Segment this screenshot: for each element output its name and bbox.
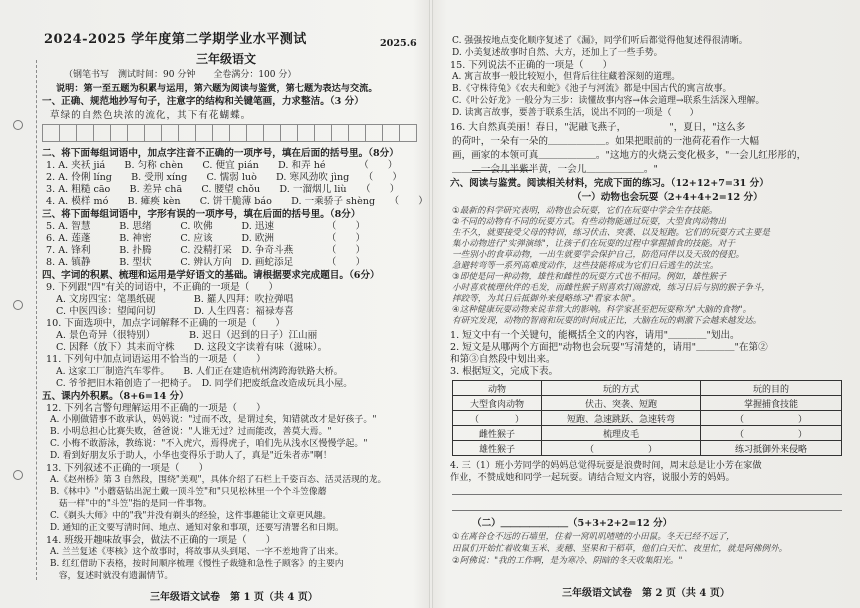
page-2: [432, 0, 860, 608]
binding-gutter: [10, 60, 37, 580]
reading-1-para: 集小动物进行"实弹演练"，让孩子们在玩耍的过程中掌握捕食的技能。对于: [452, 239, 735, 249]
question-10-options-ab: A. 景色奇异（很特别） B. 迟日（迟到的日子）江山丽: [56, 330, 318, 341]
writing-grid-cell[interactable]: [161, 124, 179, 142]
table-cell: 大型食肉动物: [453, 396, 542, 411]
table-row: [453, 441, 842, 456]
reading-1-para: ②不同的动物有不同的玩耍方式。有些动物能通过玩耍，大型食肉动物出: [452, 217, 727, 227]
writing-grid-cell[interactable]: [263, 124, 281, 142]
copy-writing-grid[interactable]: [42, 124, 422, 142]
question-16: 16. 大自然真美丽！春日，"泥融飞燕子， "，夏日，"这么多: [450, 122, 746, 133]
exam-date: 2025.6: [380, 38, 417, 49]
writing-grid-cell[interactable]: [297, 124, 315, 142]
question-14-option-b: B. 红红借助下表格，按时间顺序梳理《慢性子裁缝和急性子顾客》的主要内: [50, 559, 344, 569]
reading-1-para: ④这种健康玩耍动物来说非常大的影响。科学家甚至把玩耍称为"大脑的食物"。: [452, 305, 752, 315]
table-row: [453, 426, 842, 441]
reading-1-title: （一）动物也会玩耍（2+4+4+2=12 分）: [572, 192, 763, 203]
writing-grid-cell[interactable]: [280, 124, 298, 142]
reading-question-2: 2. 短文是从哪两个方面把"动物也会玩耍"写清楚的，请用"＿＿＿＿"在第②: [450, 342, 768, 353]
question-10: 10. 下面选项中，加点字词解释不正确的一项是（ ）: [46, 318, 285, 329]
reading-question-4: 4. 三（1）班小芳同学的妈妈总觉得玩耍是浪费时间，周末总是让小芳在家做: [450, 460, 762, 471]
table-cell: 雌性猴子: [453, 426, 542, 441]
question-15-option-a: A. 寓言故事一般比较短小，但背后往往藏着深刻的道理。: [452, 72, 681, 82]
binding-hole: [13, 120, 23, 130]
table-cell: 练习抵御外来侵略: [701, 441, 842, 456]
section-5-heading: 五、课内外积累。（8+6=14 分）: [42, 391, 189, 402]
question-9: 9. 下列跟"四"有关的词语中，不正确的一项是（ ）: [46, 282, 279, 293]
reading-1-para: ③即使是同一种动物，雄性和雌性的玩耍方式也不相同。例如，雄性猴子: [452, 272, 727, 282]
reading-2-para: 田鼠们开始忙着收集玉米、麦穗、坚果和干稻草，他们白天忙、夜里忙，就是阿佛例外。: [452, 544, 788, 554]
question-13-option-b-cont: 菇一样"中的"斗笠"指的是同一件事物。: [50, 499, 212, 509]
question-9-options-ab: A. 文房四宝：笔墨纸砚 B. 羅人四拜：吹拉弹唱: [56, 294, 294, 305]
table-cell-blank[interactable]: （ ）: [701, 411, 842, 426]
reading-question-3: 3. 根据短文，完成下表。: [450, 366, 559, 377]
glyph-row-6: 6. A. 莲蓬 B. 神密 C. 应该 D. 欧洲 （ ）: [46, 233, 366, 244]
question-12-option-c: C. 小梅不敢游泳，教练说："不入虎穴，焉得虎子，咱们先从浅水区慢慢学起。": [50, 439, 368, 449]
writing-grid-cell[interactable]: [93, 124, 111, 142]
glyph-row-5: 5. A. 智慧 B. 思绪 C. 吹佛 D. 迅速 （ ）: [46, 221, 366, 232]
question-14-option-d: D. 小美复述故事时自然、大方，还加上了一些手势。: [452, 48, 663, 58]
table-cell: 梳理皮毛: [542, 426, 701, 441]
writing-grid-cell[interactable]: [382, 124, 400, 142]
writing-grid-cell[interactable]: [365, 124, 383, 142]
question-15-option-c: C.《叶公好龙》一般分为三步：读懂故事内容→体会道理→联系生活深入理解。: [452, 96, 765, 106]
exam-note: 说明：第一至五题为积累与运用，第六题为阅读与鉴赏，第七题为表达与交流。: [56, 83, 378, 94]
question-13: 13. 下列叙述不正确的一项是（ ）: [46, 463, 209, 474]
writing-grid-cell[interactable]: [212, 124, 230, 142]
reading-1-para: 一些别小的食草动物，一出生就要学会保护自己，防范同伴以及天敌的侵犯。: [452, 250, 745, 260]
writing-grid-cell[interactable]: [42, 124, 60, 142]
table-cell: 短跑、急速跳跃、急速转弯: [542, 411, 701, 426]
question-12-option-d: D. 看到好朋友乐于助人，小华也变得乐于助人了，真是"近朱者赤"啊！: [50, 451, 332, 461]
page-2-footer: 三年级语文试卷 第 2 页（共 4 页）: [562, 588, 730, 599]
question-13-option-d: D. 通知的正文要写清时间、地点、通知对象和事项，还要写清署名和日期。: [50, 523, 344, 533]
writing-grid-cell[interactable]: [348, 124, 366, 142]
section-4-heading: 四、字词的积累、梳理和运用是学好语文的基础。请根据要求完成题目。（6分）: [42, 270, 380, 281]
exam-title: 2024-2025 学年度第二学期学业水平测试: [44, 32, 307, 47]
table-cell-blank[interactable]: （ ）: [542, 441, 701, 456]
writing-grid-cell[interactable]: [127, 124, 145, 142]
question-14-option-b-cont: 容，复述时就没有遗漏情节。: [50, 571, 174, 581]
section-2-heading: 二、将下面每组词语中，加点字注音不正确的一项序号，填在后面的括号里。（8分）: [42, 148, 399, 159]
question-16-line-2: 的荷叶，一朵有一朵的＿＿＿＿＿＿。如果把眼前的一池荷花看作一大幅: [452, 136, 759, 147]
reading-question-1: 1. 短文中有一个关键句，能概括全文的内容，请用"＿＿＿＿"划出。: [450, 330, 740, 341]
glyph-row-8: 8. A. 镇静 B. 型状 C. 辨认方向 D. 画蛇添足 （ ）: [46, 257, 366, 268]
section-6-heading: 六、阅读与鉴赏。阅读相关材料，完成下面的练习。（12+12+7=31 分）: [450, 178, 769, 189]
question-10-options-cd: C. 因释（放下）其耒而守株 D. 这段文字读着有味（滋味）。: [56, 342, 328, 353]
question-14-option-a: A. 兰兰复述《枣核》这个故事时，将故事从头到尾、一字不差地背了出来。: [50, 547, 344, 557]
question-11-options-cd: C. 爷爷把旧木箱创造了一把椅子。 D. 同学们把废纸盒改造成玩具小屋。: [56, 378, 353, 389]
writing-grid-cell[interactable]: [246, 124, 264, 142]
exam-meta: （钢笔书写 测试时间：90 分钟 全卷满分：100 分）: [64, 70, 297, 80]
section-1-heading: 一、正确、规范地抄写句子，注意字的结构和关键笔画，力求整洁。（3 分）: [42, 96, 364, 107]
pinyin-row-2: 2. A. 伶俐 líng B. 受刑 xíng C. 懦弱 luò D. 寒风劲吹 jìng （ ）: [46, 172, 403, 183]
reading-question-4-cont: 作业，不赞成她和同学一起玩耍。请结合短文内容，说服小芳的妈妈。: [450, 472, 735, 483]
question-14-option-c: C. 强强按地点变化顺序复述了《漏》，同学们听后都觉得他复述得很清晰。: [452, 36, 748, 46]
pinyin-row-3: 3. A. 粗糙 cāo B. 差异 chā C. 腰望 chǒu D. 一溜烟儿 liù （ ）: [46, 184, 400, 195]
writing-grid-cell[interactable]: [399, 124, 417, 142]
writing-grid-cell[interactable]: [59, 124, 77, 142]
table-cell: 伏击、突袭、短跑: [542, 396, 701, 411]
writing-grid-cell[interactable]: [110, 124, 128, 142]
exam-subject: 三年级语文: [196, 52, 257, 66]
question-11-options-ab: A. 这家工厂制造汽车零件。 B. 人们正在建造杭州湾跨海铁路大桥。: [56, 366, 343, 377]
answer-blank[interactable]: [472, 160, 532, 171]
question-15-option-d: D. 读寓言故事，要善于联系生活，说出不同的一项是（ ）: [452, 108, 699, 118]
glyph-row-7: 7. A. 锋利 B. 扑腾 C. 没精打采 D. 争奇斗燕 （ ）: [46, 245, 366, 256]
table-row: [453, 396, 842, 411]
section-3-heading: 三、将下面每组词语中，字形有误的一项序号，填在后面的括号里。（8分）: [42, 209, 361, 220]
writing-grid-cell[interactable]: [314, 124, 332, 142]
question-15: 15. 下列说法不正确的一项是（ ）: [450, 60, 613, 71]
question-13-option-b: B.《林中》"小蘑菇钻出泥土戴一顶斗笠"和"只见松林里一个个斗笠像蘑: [50, 487, 327, 497]
reading-2-title: （二）＿＿＿＿＿＿＿（5+3+2+2=12 分）: [472, 518, 673, 529]
binding-hole: [13, 300, 23, 310]
copy-sentence: 草绿的自然色块浓的流化，其下有花蝴蝶。: [50, 110, 252, 121]
question-13-option-a: A.《赵州桥》第 3 自然段，围绕"美观"，具体介绍了石栏上千姿百态、活灵活现的龙。: [50, 475, 387, 485]
table-cell-blank[interactable]: （ ）: [453, 411, 542, 426]
reading-1-para: 生不久，就要接受父母的特训，练习伏击、突袭、以及短跑。它们的玩耍方式主要是: [452, 228, 770, 238]
writing-grid-cell[interactable]: [195, 124, 213, 142]
reading-1-para: ①最新的科学研究表明，动物也会玩耍，它们在玩耍中学会生存技能。: [452, 206, 718, 216]
question-12-option-a: A. 小刚做错事不敢承认，妈妈说："过而不改，是谓过矣，知错就改才是好孩子。": [50, 415, 377, 425]
reading-question-2-cont: 和第③自然段中划出来。: [450, 354, 556, 365]
reading-1-para: 有研究发现，动物的智商和玩耍的时间成正比，大脑在玩的刺激下会越来越发达。: [452, 316, 762, 326]
question-16-line-4: ＿＿＿一会儿半紫半黄，一会儿＿＿＿＿＿＿。": [452, 164, 658, 175]
writing-grid-cell[interactable]: [144, 124, 162, 142]
question-14: 14. 班级开趣味故事会，做法不正确的一项是（ ）: [46, 535, 276, 546]
writing-grid-cell[interactable]: [229, 124, 247, 142]
binding-hole: [13, 470, 23, 480]
reading-2-para: ①在离谷仓不远的石墙里，住着一窝叽叽喳喳的小田鼠。冬天已经不远了，: [452, 532, 735, 542]
table-row: [453, 411, 842, 426]
question-16-line-3: 画，画家的本领可真＿＿＿＿＿＿。"这地方的火烧云变化极多，"一会儿红彤彤的，: [452, 150, 807, 161]
question-12-option-b: B. 小明总担心比赛失败，爸爸说："人谁无过？过而能改，善莫大焉。": [50, 427, 332, 437]
writing-grid-cell[interactable]: [76, 124, 94, 142]
table-header-purpose: 玩的目的: [701, 381, 842, 396]
table-header-animal: 动物: [453, 381, 542, 396]
question-15-option-b: B.《守株待兔》《农夫和蛇》《池子与河流》都是中国古代的寓言故事。: [452, 84, 732, 94]
table-header-way: 玩的方式: [542, 381, 701, 396]
writing-grid-cell[interactable]: [331, 124, 349, 142]
table-cell: 雄性猴子: [453, 441, 542, 456]
reading-1-para: 摔跤等，为其日后抵御外来侵略练习"看家本领"。: [452, 294, 641, 304]
pinyin-row-4: 4. A. 模样 mó B. 瘫痪 kèn C. 饼干脆薄 báo D. 一乘骄子 shèng （ ）: [46, 196, 428, 207]
reading-1-para: 急避转弯等一系列高难度动作，这些技能将成为它们日后逃生的法宝。: [452, 261, 719, 271]
page-1-footer: 三年级语文试卷 第 1 页（共 4 页）: [150, 592, 318, 603]
question-9-options-cd: C. 中医四诊：望闻问切 D. 人生四喜：福禄寿喜: [56, 306, 294, 317]
reading-2-para: ②阿佛说："我的工作啊，是为寒冷、阴暗的冬天收集阳光。": [452, 556, 683, 566]
question-11: 11. 下列句中加点词语运用不恰当的一项是（ ）: [46, 354, 266, 365]
animal-play-table: [452, 380, 842, 456]
writing-grid-cell[interactable]: [178, 124, 196, 142]
question-12: 12. 下列名言警句理解运用不正确的一项是（ ）: [46, 403, 266, 414]
pinyin-row-1: 1. A. 夹袄 jiá B. 匀称 chèn C. 便宜 pián D. 和弄 hé （ ）: [46, 160, 398, 171]
reading-1-para: 小时喜欢梳理伙伴的毛发，而雌性猴子则喜欢打闹游戏，练习日后与别的猴子争斗，: [452, 283, 770, 293]
table-cell: 掌握捕食技能: [701, 396, 842, 411]
question-13-option-c: C.《剃头大师》中的"我"并没有剃头的经验，这件事趣能让文章更风趣。: [50, 511, 332, 521]
table-cell-blank[interactable]: （ ）: [701, 426, 842, 441]
